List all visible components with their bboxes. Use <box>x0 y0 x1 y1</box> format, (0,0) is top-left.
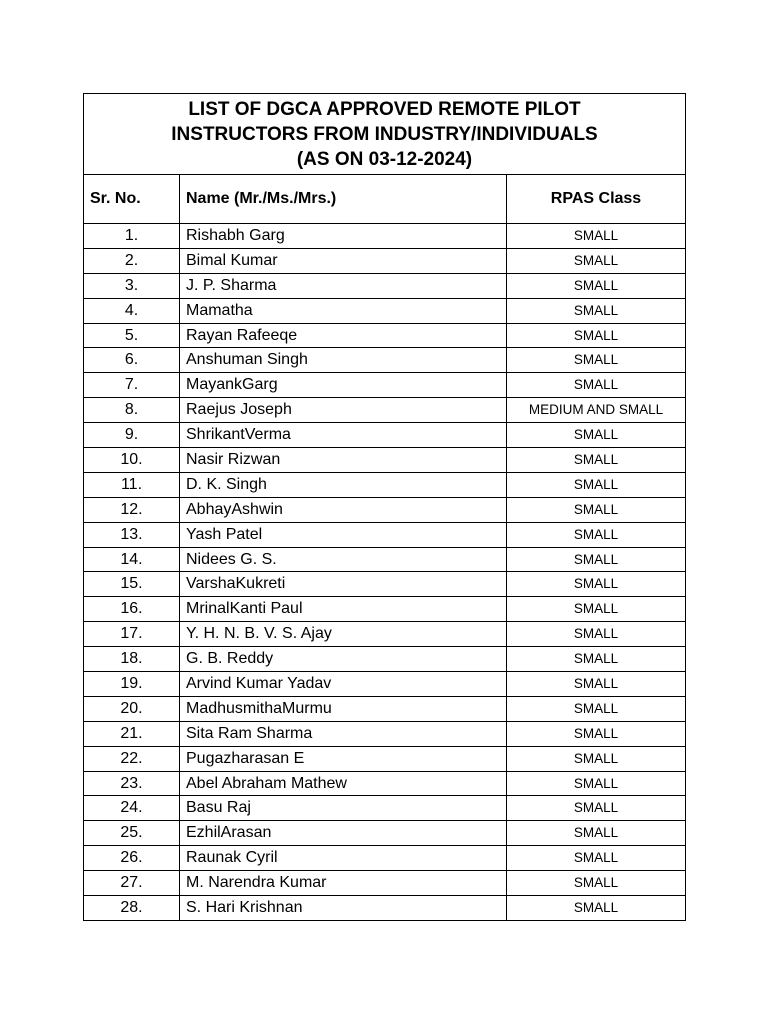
cell-sr-no: 22. <box>84 746 180 771</box>
cell-rpas-class: SMALL <box>507 846 686 871</box>
cell-sr-no: 19. <box>84 672 180 697</box>
cell-name: J. P. Sharma <box>180 273 507 298</box>
table-row <box>84 547 686 572</box>
header-sr-no: Sr. No. <box>84 175 180 224</box>
table-row <box>84 821 686 846</box>
table-row <box>84 746 686 771</box>
cell-sr-no: 6. <box>84 348 180 373</box>
cell-name: Raunak Cyril <box>180 846 507 871</box>
cell-rpas-class: SMALL <box>507 448 686 473</box>
table-row <box>84 896 686 921</box>
cell-sr-no: 23. <box>84 771 180 796</box>
cell-rpas-class: SMALL <box>507 298 686 323</box>
cell-name: Sita Ram Sharma <box>180 721 507 746</box>
cell-name: EzhilArasan <box>180 821 507 846</box>
cell-rpas-class: SMALL <box>507 721 686 746</box>
header-rpas-class: RPAS Class <box>507 175 686 224</box>
cell-sr-no: 28. <box>84 896 180 921</box>
cell-name: Nasir Rizwan <box>180 448 507 473</box>
cell-sr-no: 13. <box>84 522 180 547</box>
cell-rpas-class: SMALL <box>507 472 686 497</box>
cell-rpas-class: SMALL <box>507 423 686 448</box>
cell-name: MadhusmithaMurmu <box>180 696 507 721</box>
cell-name: Y. H. N. B. V. S. Ajay <box>180 622 507 647</box>
table-row <box>84 423 686 448</box>
cell-rpas-class: SMALL <box>507 821 686 846</box>
cell-sr-no: 5. <box>84 323 180 348</box>
cell-rpas-class: SMALL <box>507 871 686 896</box>
cell-name: Basu Raj <box>180 796 507 821</box>
cell-rpas-class: SMALL <box>507 771 686 796</box>
cell-name: M. Narendra Kumar <box>180 871 507 896</box>
cell-sr-no: 17. <box>84 622 180 647</box>
table-row <box>84 323 686 348</box>
cell-rpas-class: SMALL <box>507 696 686 721</box>
cell-name: MayankGarg <box>180 373 507 398</box>
cell-sr-no: 21. <box>84 721 180 746</box>
table-row <box>84 398 686 423</box>
cell-sr-no: 1. <box>84 224 180 249</box>
cell-rpas-class: SMALL <box>507 373 686 398</box>
document-title <box>84 94 686 175</box>
cell-rpas-class: SMALL <box>507 622 686 647</box>
table-row <box>84 522 686 547</box>
table-row <box>84 248 686 273</box>
cell-sr-no: 14. <box>84 547 180 572</box>
table-row <box>84 572 686 597</box>
cell-rpas-class: SMALL <box>507 497 686 522</box>
cell-sr-no: 2. <box>84 248 180 273</box>
cell-rpas-class: SMALL <box>507 647 686 672</box>
cell-sr-no: 18. <box>84 647 180 672</box>
cell-sr-no: 10. <box>84 448 180 473</box>
table-row <box>84 298 686 323</box>
cell-rpas-class: SMALL <box>507 672 686 697</box>
title-line-2: INSTRUCTORS FROM INDUSTRY/INDIVIDUALS <box>171 123 598 145</box>
cell-rpas-class: SMALL <box>507 547 686 572</box>
cell-sr-no: 3. <box>84 273 180 298</box>
cell-sr-no: 15. <box>84 572 180 597</box>
cell-rpas-class: SMALL <box>507 746 686 771</box>
table-row <box>84 373 686 398</box>
cell-sr-no: 25. <box>84 821 180 846</box>
cell-name: Abel Abraham Mathew <box>180 771 507 796</box>
title-line-3: (AS ON 03-12-2024) <box>296 148 473 170</box>
cell-name: Bimal Kumar <box>180 248 507 273</box>
cell-rpas-class: MEDIUM AND SMALL <box>507 398 686 423</box>
title-line-1: LIST OF DGCA APPROVED REMOTE PILOT <box>188 98 581 120</box>
table-row <box>84 448 686 473</box>
cell-name: Raejus Joseph <box>180 398 507 423</box>
cell-rpas-class: SMALL <box>507 348 686 373</box>
table-row <box>84 497 686 522</box>
cell-rpas-class: SMALL <box>507 597 686 622</box>
table-row <box>84 273 686 298</box>
table-header-row <box>84 175 686 224</box>
table-row <box>84 672 686 697</box>
table-row <box>84 224 686 249</box>
cell-name: Yash Patel <box>180 522 507 547</box>
cell-rpas-class: SMALL <box>507 323 686 348</box>
cell-rpas-class: SMALL <box>507 224 686 249</box>
table-row <box>84 721 686 746</box>
table-row <box>84 348 686 373</box>
cell-name: Rayan Rafeeqe <box>180 323 507 348</box>
table-row <box>84 597 686 622</box>
cell-sr-no: 27. <box>84 871 180 896</box>
cell-sr-no: 24. <box>84 796 180 821</box>
table-row <box>84 472 686 497</box>
table-row <box>84 696 686 721</box>
cell-rpas-class: SMALL <box>507 248 686 273</box>
table-row <box>84 796 686 821</box>
cell-name: Nidees G. S. <box>180 547 507 572</box>
table-row <box>84 846 686 871</box>
cell-name: D. K. Singh <box>180 472 507 497</box>
cell-rpas-class: SMALL <box>507 572 686 597</box>
cell-name: AbhayAshwin <box>180 497 507 522</box>
table-row <box>84 622 686 647</box>
table-row <box>84 871 686 896</box>
header-name: Name (Mr./Ms./Mrs.) <box>180 175 507 224</box>
instructors-table <box>83 93 686 921</box>
cell-sr-no: 11. <box>84 472 180 497</box>
cell-name: Pugazharasan E <box>180 746 507 771</box>
cell-sr-no: 20. <box>84 696 180 721</box>
cell-name: Rishabh Garg <box>180 224 507 249</box>
cell-sr-no: 16. <box>84 597 180 622</box>
cell-rpas-class: SMALL <box>507 522 686 547</box>
cell-name: ShrikantVerma <box>180 423 507 448</box>
cell-name: Arvind Kumar Yadav <box>180 672 507 697</box>
table-row <box>84 771 686 796</box>
cell-name: Mamatha <box>180 298 507 323</box>
cell-name: G. B. Reddy <box>180 647 507 672</box>
cell-name: Anshuman Singh <box>180 348 507 373</box>
cell-sr-no: 8. <box>84 398 180 423</box>
cell-sr-no: 4. <box>84 298 180 323</box>
cell-sr-no: 9. <box>84 423 180 448</box>
cell-rpas-class: SMALL <box>507 896 686 921</box>
cell-name: MrinalKanti Paul <box>180 597 507 622</box>
cell-name: VarshaKukreti <box>180 572 507 597</box>
cell-rpas-class: SMALL <box>507 796 686 821</box>
cell-rpas-class: SMALL <box>507 273 686 298</box>
cell-name: S. Hari Krishnan <box>180 896 507 921</box>
cell-sr-no: 12. <box>84 497 180 522</box>
cell-sr-no: 26. <box>84 846 180 871</box>
table-row <box>84 647 686 672</box>
table-body <box>84 224 686 921</box>
cell-sr-no: 7. <box>84 373 180 398</box>
